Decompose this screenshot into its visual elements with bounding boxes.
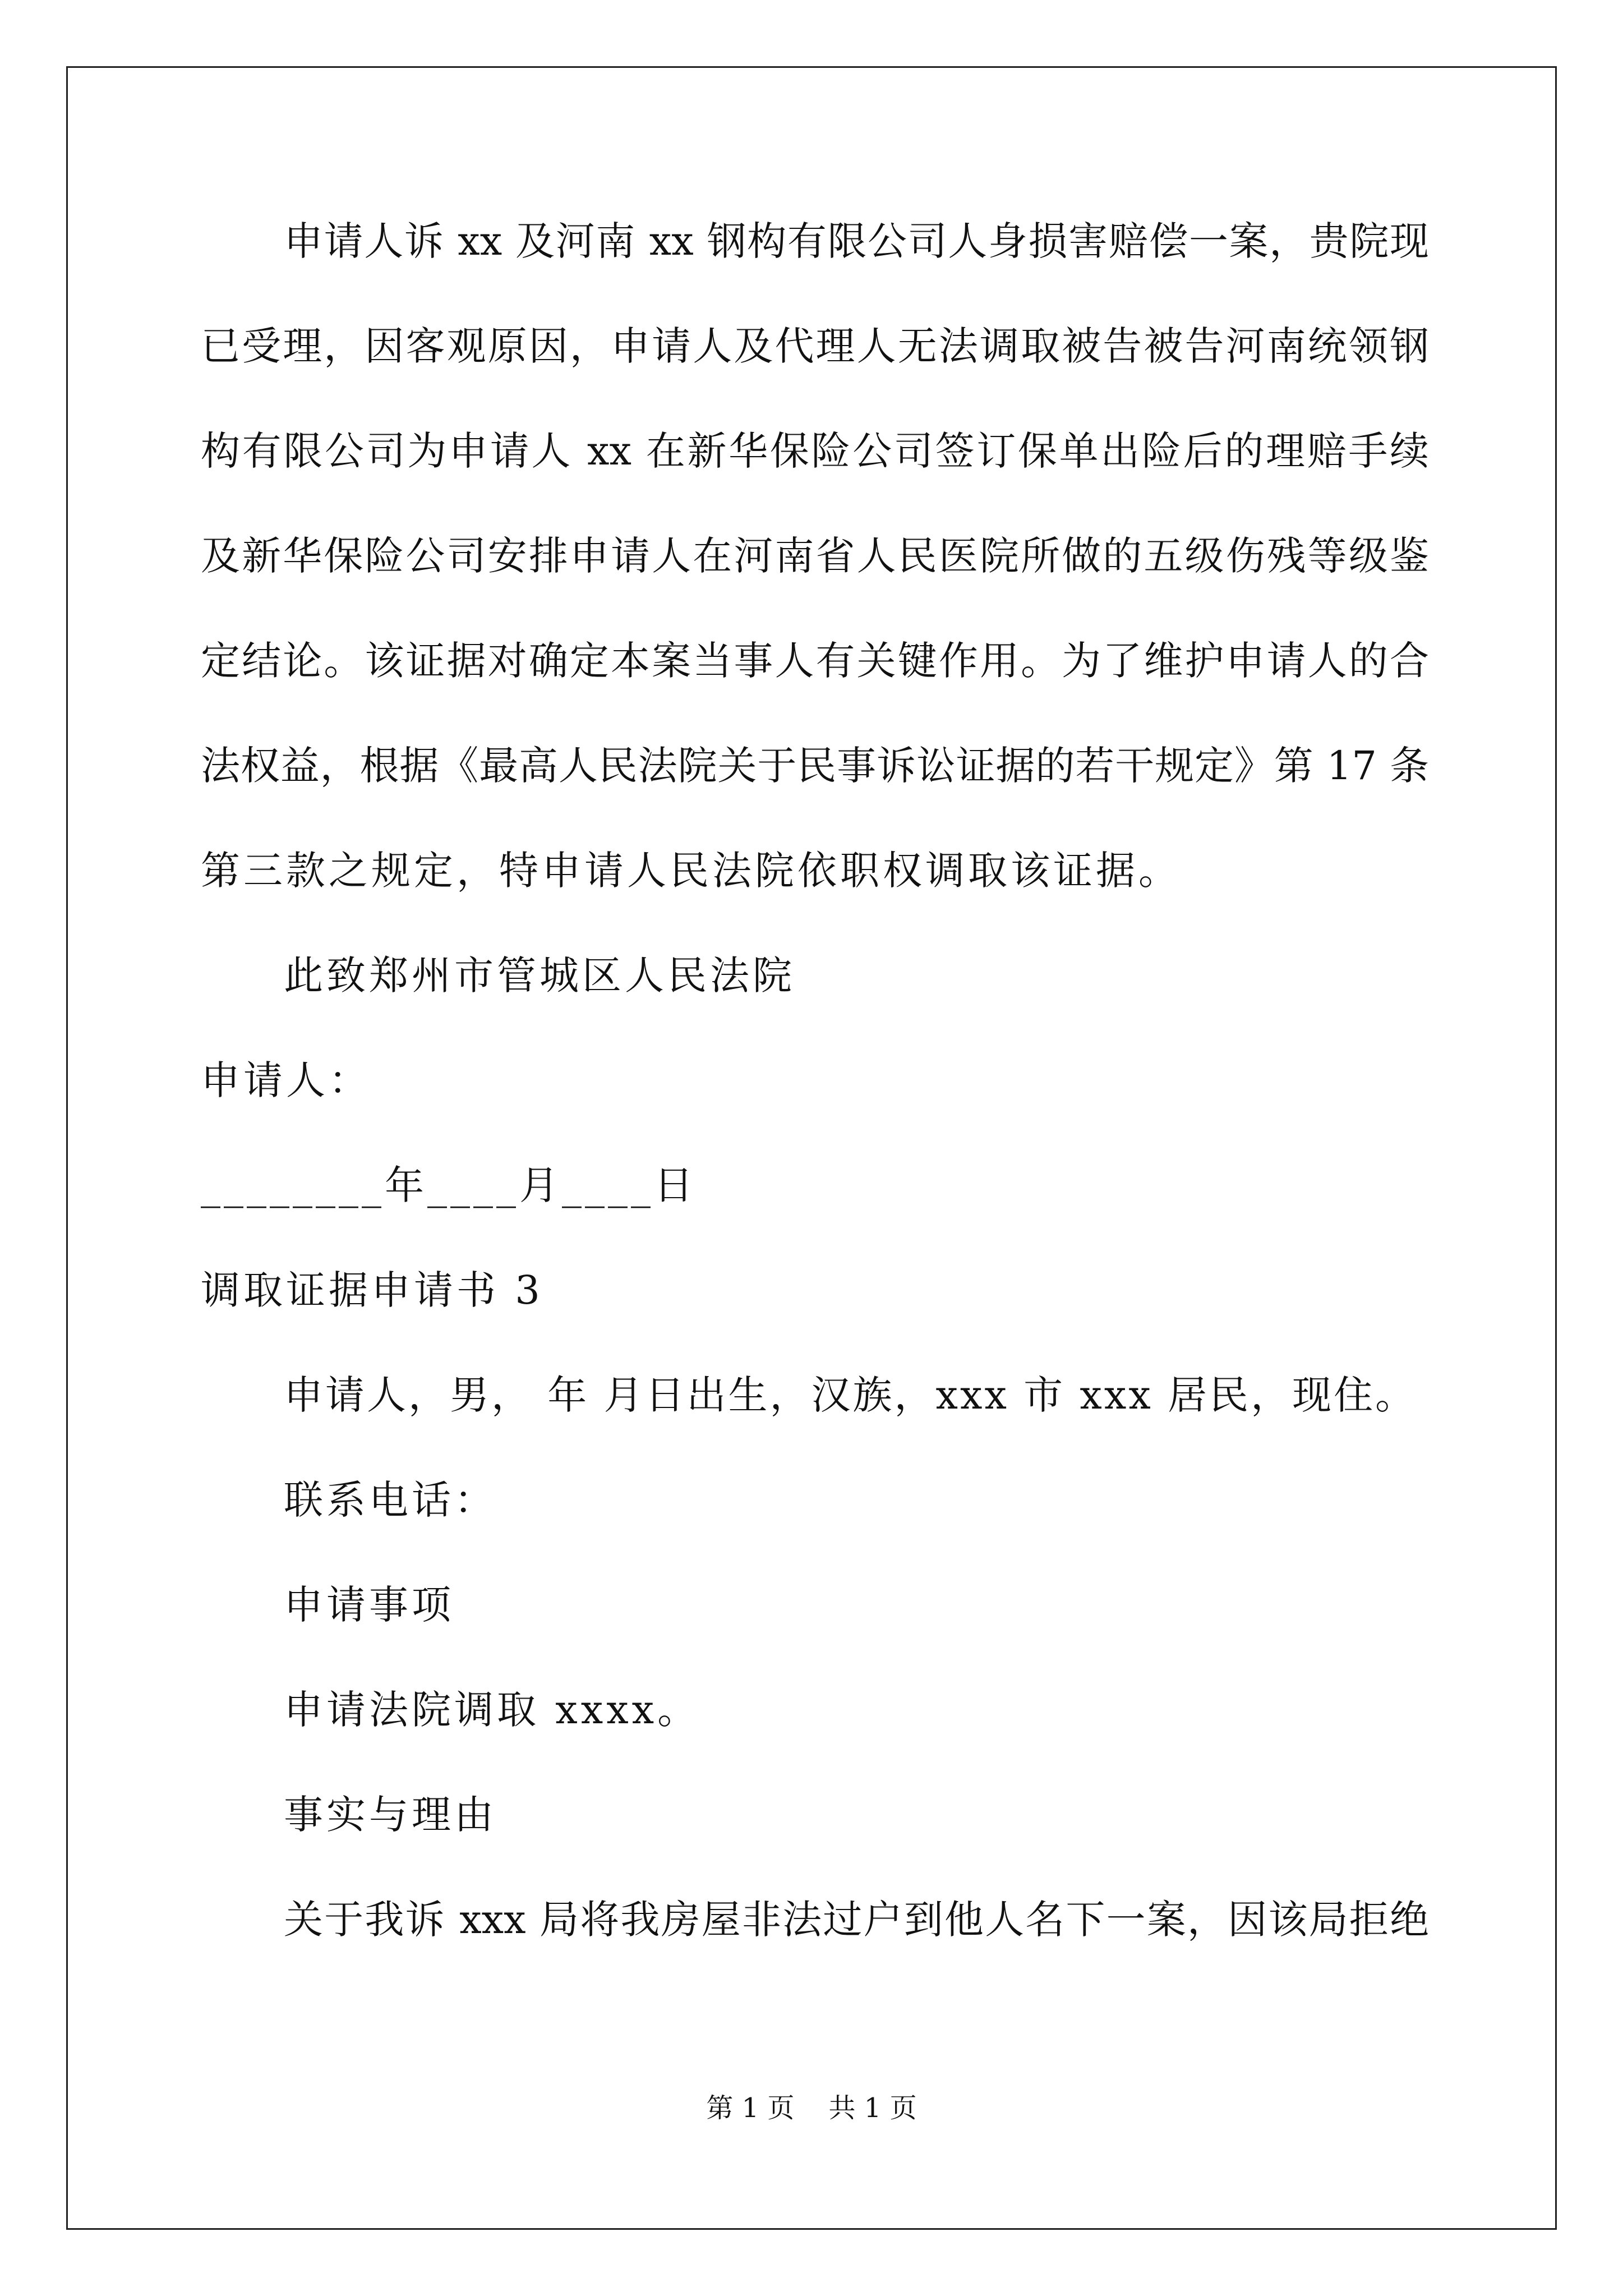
applicant-signature-label: 申请人： <box>201 1057 371 1103</box>
paragraph-line: 关于我诉 xxx 局将我房屋非法过户到他人名下一案，因该局拒绝 <box>284 1897 1429 1943</box>
date-line: ________年____月____日 <box>201 1162 697 1208</box>
paragraph-line: 定结论。该证据对确定本案当事人有关键作用。为了维护申请人的合 <box>201 638 1429 684</box>
applicant-info-line: 申请人，男， 年 月日出生，汉族，xxx 市 xxx 居民，现住。 <box>284 1372 1417 1418</box>
paragraph-line: 法权益，根据《最高人民法院关于民事诉讼证据的若干规定》第 17 条 <box>201 743 1429 789</box>
request-item-line: 申请法院调取 xxxx。 <box>284 1687 700 1733</box>
paragraph-line: 已受理，因客观原因，申请人及代理人无法调取被告被告河南统领钢 <box>201 323 1429 369</box>
paragraph-line: 及新华保险公司安排申请人在河南省人民医院所做的五级伤残等级鉴 <box>201 533 1429 579</box>
facts-reasons-heading: 事实与理由 <box>284 1792 497 1838</box>
salutation-line: 此致郑州市管城区人民法院 <box>284 953 795 999</box>
paragraph-line: 申请人诉 xx 及河南 xx 钢构有限公司人身损害赔偿一案，贵院现 <box>284 218 1429 264</box>
paragraph-line: 第三款之规定，特申请人民法院依职权调取该证据。 <box>201 848 1181 894</box>
request-items-heading: 申请事项 <box>284 1582 454 1628</box>
contact-phone-label: 联系电话： <box>284 1477 497 1523</box>
section-title: 调取证据申请书 3 <box>201 1267 543 1313</box>
paragraph-line: 构有限公司为申请人 xx 在新华保险公司签订保单出险后的理赔手续 <box>201 428 1429 474</box>
page-footer: 第 1 页 共 1 页 <box>706 2092 917 2124</box>
